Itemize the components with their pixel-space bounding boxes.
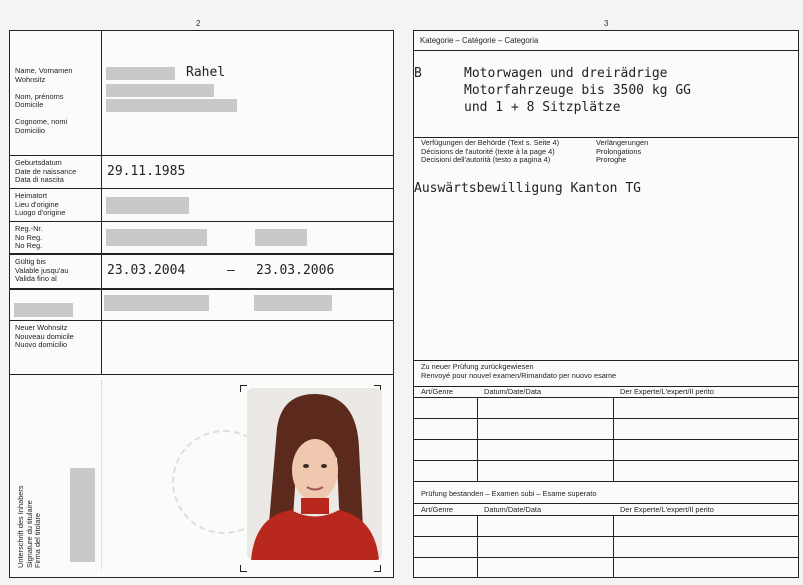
- passed-section-divider: [413, 481, 799, 482]
- table-row-line: [413, 515, 799, 516]
- table-row-line: [413, 460, 799, 461]
- reexam-col-date: Datum/Date/Data: [484, 387, 542, 396]
- label-column-divider: [101, 30, 102, 375]
- table-row-line: [413, 557, 799, 558]
- photo-corner-mark: [240, 565, 247, 572]
- photo-corner-mark: [374, 565, 381, 572]
- extensions-labels: Verlängerungen Prolongations Proroghe: [596, 138, 649, 164]
- first-name-value: Rahel: [186, 65, 226, 80]
- new-address-labels: Neuer Wohnsitz Nouveau domicile Nuovo domicilio: [15, 323, 74, 349]
- table-divider: [413, 503, 799, 504]
- redacted-reg-number: [106, 229, 207, 246]
- authority-decisions-labels: Verfügungen der Behörde (Text s. Seite 4) Décisions de l'autorité (texte à la page 4) Decisioni dell'autorità (testo a pagina 4): [421, 138, 560, 164]
- signature-guide-line: [101, 380, 102, 570]
- table-row-line: [413, 418, 799, 419]
- category-description-line-1: Motorwagen und dreirädrige: [464, 66, 668, 81]
- category-header: Kategorie – Catégorie – Categoria: [420, 36, 539, 45]
- row-divider: [9, 288, 394, 290]
- redacted-field-value-2: [254, 295, 332, 311]
- redacted-origin: [106, 197, 189, 214]
- birthdate-labels: Geburtsdatum Date de naissance Data di nascita: [15, 158, 77, 184]
- table-col-line: [477, 397, 478, 481]
- row-divider: [9, 188, 394, 189]
- table-row-line: [413, 397, 799, 398]
- category-header-divider: [413, 50, 799, 51]
- redacted-field-label: [14, 303, 73, 317]
- table-divider: [413, 386, 799, 387]
- redacted-address-2: [106, 99, 237, 112]
- table-col-line: [477, 515, 478, 578]
- passed-col-date: Datum/Date/Data: [484, 505, 542, 514]
- authority-decision-value: Auswärtsbewilligung Kanton TG: [414, 181, 641, 196]
- page-number-right: 3: [604, 19, 609, 28]
- redacted-field-value: [104, 295, 209, 311]
- birthdate-value: 29.11.1985: [107, 164, 186, 179]
- reg-number-labels: Reg.-Nr. No Reg. No Reg.: [15, 224, 43, 250]
- valid-to-value: 23.03.2006: [256, 263, 335, 278]
- valid-dash: –: [227, 263, 235, 278]
- page-number-left: 2: [196, 19, 201, 28]
- reexam-col-type: Art/Genre: [421, 387, 454, 396]
- valid-until-labels: Gültig bis Valable jusqu'au Valida fino al: [15, 257, 69, 283]
- table-col-line: [613, 397, 614, 481]
- passed-col-type: Art/Genre: [421, 505, 454, 514]
- row-divider: [9, 155, 394, 156]
- origin-labels: Heimatort Lieu d'origine Luogo d'origine: [15, 191, 66, 217]
- reexam-title: Zu neuer Prüfung zurückgewiesen Renvoyé pour nouvel examen/Rimandato per nuovo esame: [421, 362, 617, 380]
- redacted-reg-number-2: [255, 229, 307, 246]
- table-col-line: [613, 515, 614, 578]
- category-description-line-2: Motorfahrzeuge bis 3500 kg GG: [464, 83, 691, 98]
- row-divider: [9, 374, 394, 375]
- reexam-section-divider: [413, 360, 799, 361]
- redacted-address-1: [106, 84, 214, 97]
- redacted-surname: [106, 67, 175, 80]
- holder-photo: [247, 388, 382, 560]
- reexam-col-expert: Der Experte/L'expert/Il perito: [620, 387, 714, 396]
- table-row-line: [413, 439, 799, 440]
- table-row-line: [413, 536, 799, 537]
- category-description-line-3: und 1 + 8 Sitzplätze: [464, 100, 621, 115]
- name-labels: Name, Vornamen Wohnsitz Nom, prénoms Domicile Cognome, nomi Domicilio: [15, 66, 73, 135]
- photo-corner-mark: [240, 385, 247, 392]
- valid-from-value: 23.03.2004: [107, 263, 186, 278]
- redacted-signature: [70, 468, 95, 562]
- passed-title: Prüfung bestanden – Examen subi – Esame superato: [421, 489, 597, 498]
- category-code: B: [414, 66, 422, 81]
- row-divider: [9, 221, 394, 222]
- row-divider: [9, 320, 394, 321]
- signature-labels: Unterschrift des Inhabers Signature du titulaire Firma del titolare: [16, 485, 42, 568]
- row-divider: [9, 253, 394, 255]
- passed-col-expert: Der Experte/L'expert/Il perito: [620, 505, 714, 514]
